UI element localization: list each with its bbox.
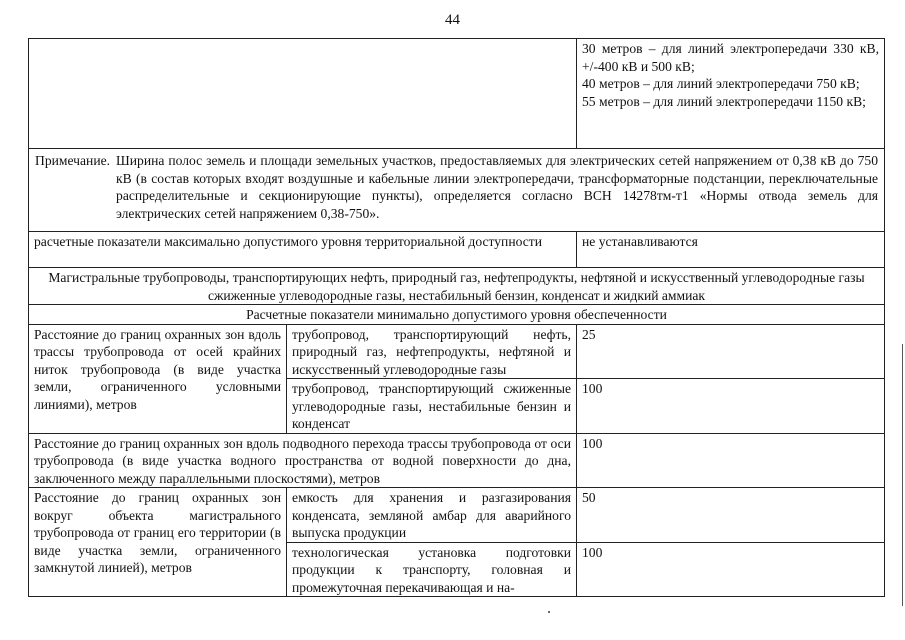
group-label: Расстояние до границ охранных зон вдоль трассы трубопровода от осей крайних ниток трубопровода (в виде участка земли, ограниченного условными линиями), метров [29, 324, 287, 433]
table-row [29, 305, 885, 325]
list-item: 40 метров – для линий электропередачи 750 кВ; [582, 76, 860, 91]
value-cell: 100 [577, 379, 885, 434]
value-cell: 25 [577, 324, 885, 379]
power-line-widths-cell [577, 39, 885, 149]
value-cell: 50 [577, 488, 885, 543]
empty-cell [29, 39, 577, 149]
table-row [29, 488, 885, 543]
table-row [29, 39, 885, 149]
table-row [29, 268, 885, 305]
max-level-label: расчетные показатели максимально допустимого уровня территориальной доступности [29, 232, 577, 268]
value-cell: 100 [577, 433, 885, 488]
list-item: 55 метров – для линий электропередачи 1150 кВ; [582, 93, 866, 109]
object-cell: технологическая установка подготовки продукции к транспорту, головная и промежуточная перекачивающая и на- [287, 542, 577, 597]
max-level-value: не устанавливаются [577, 232, 885, 268]
object-cell: емкость для хранения и разгазирования конденсата, земляной амбар для аварийного выпуска продукции [287, 488, 577, 543]
scan-edge-line [902, 344, 903, 606]
group-label: Расстояние до границ охранных зон вдоль подводного перехода трассы трубопровода от оси трубопровода (в виде участка водного пространства от водной поверхности до дна, заключенного между параллельными плоскостями), метров [29, 433, 577, 488]
list-item: 30 метров – для линий электропередачи 330 кВ, +/-400 кВ и 500 кВ; [582, 41, 879, 74]
object-cell: трубопровод, транспортирующий нефть, природный газ, нефтепродукты, нефтяной и искусственный углеводородные газы [287, 324, 577, 379]
note-text: Ширина полос земель и площади земельных участков, предоставляемых для электрических сетей напряжением от 0,38 кВ до 750 кВ (в состав которых входят воздушные и кабельные линии электропередачи, трансформаторные подстанции, переключательные распределительные и секционирующие пункты), определяется согласно ВСН 14278тм-т1 «Нормы отвода земель для электрических сетей напряжением 0,38-750». [116, 153, 878, 221]
note-label: Примечание. [35, 153, 111, 168]
table-row [29, 232, 885, 268]
value-cell: 100 [577, 542, 885, 597]
group-label: Расстояние до границ охранных зон вокруг объекта магистрального трубопровода от границ его территории (в виде участка земли, ограниченного замкнутой линией), метров [29, 488, 287, 597]
object-cell: трубопровод, транспортирующий сжиженные углеводородные газы, нестабильные бензин и конденсат [287, 379, 577, 434]
table-row [29, 433, 885, 488]
table-row [29, 149, 885, 232]
standards-table [28, 38, 885, 597]
min-level-header: Расчетные показатели минимально допустимого уровня обеспеченности [29, 305, 885, 325]
page-number: 44 [445, 12, 460, 28]
note-cell [29, 149, 885, 232]
table-row [29, 324, 885, 379]
section-header: Магистральные трубопроводы, транспортирующих нефть, природный газ, нефтепродукты, нефтяной и искусственный углеводородные газы сжиженные углеводородные газы, нестабильный бензин, конденсат и жидкий аммиак [29, 268, 885, 305]
scan-speck [548, 611, 550, 613]
